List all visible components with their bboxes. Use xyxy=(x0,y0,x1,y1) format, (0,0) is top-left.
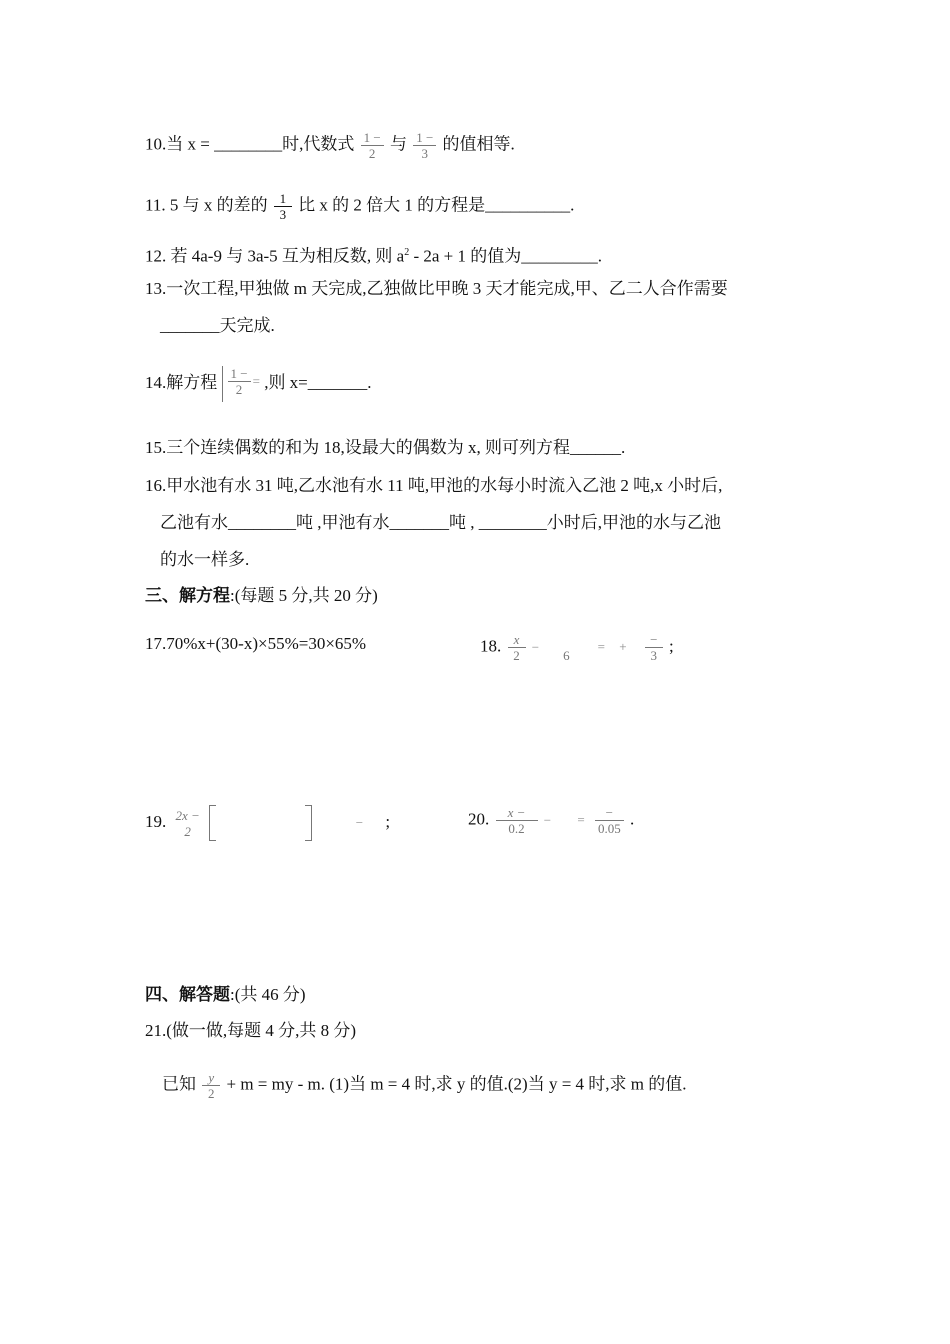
left-bracket xyxy=(209,805,216,841)
fraction: $\frac{x -}{0.2}$ xyxy=(496,805,538,836)
question-17: 17.70%x+(30-x)×55%=30×65% xyxy=(145,634,367,653)
right-bracket xyxy=(305,805,312,841)
fraction: $\frac{y}{2}$ xyxy=(202,1070,220,1101)
fraction: $\frac{-}{3}$ xyxy=(645,632,663,663)
question-18: 18. $\frac{x}{2}$ − 6 = + $\frac{-}{3}$ ; xyxy=(480,632,674,663)
question-16-line-2: 乙池有水________吨 ,甲池有水_______吨 , ________小时后,甲池的水与乙池 xyxy=(160,513,721,532)
question-11: 11. 5 与 x 的差的 $\frac{1}{3}$ 比 x 的 2 倍大 1 的方程是__________. xyxy=(145,191,575,222)
question-21-body: 已知 $\frac{y}{2}$ + m = my - m. (1)当 m = 4 时,求 y 的值.(2)当 y = 4 时,求 m 的值. xyxy=(162,1070,687,1101)
fraction: $\frac{1 -}{3}$ xyxy=(413,130,436,161)
fraction: $\frac{1 -}{2}$ xyxy=(228,366,251,397)
fraction: $\frac{1}{3}$ xyxy=(274,191,292,222)
absolute-value-bar: $\frac{1 -}{2}$ = xyxy=(222,366,260,402)
question-16-line-1: 16.甲水池有水 31 吨,乙水池有水 11 吨,甲池的水每小时流入乙池 2 吨,x 小时后, xyxy=(145,476,723,495)
question-15: 15.三个连续偶数的和为 18,设最大的偶数为 x, 则可列方程______. xyxy=(145,438,626,457)
question-13-line-2: _______天完成. xyxy=(160,316,275,335)
question-13-line-1: 13.一次工程,甲独做 m 天完成,乙独做比甲晚 3 天才能完成,甲、乙二人合作需要 xyxy=(145,279,728,298)
fraction: $\frac{-}{0.05}$ xyxy=(595,805,624,836)
question-10: 10.当 x = ________时,代数式 $\frac{1 -}{2}$ 与 $\frac{1 -}{3}$ 的值相等. xyxy=(145,130,515,161)
question-16-line-3: 的水一样多. xyxy=(160,550,250,569)
question-12: 12. 若 4a-9 与 3a-5 互为相反数, 则 $a^2 - 2a + 1$ 的值为_________. xyxy=(145,246,603,266)
question-21-heading: 21.(做一做,每题 4 分,共 8 分) xyxy=(145,1021,357,1040)
fraction: 6 xyxy=(563,648,570,663)
question-19: 19. 2x − 2 − ; xyxy=(145,805,390,841)
question-14: 14.解方程 $\frac{1 -}{2}$ = ,则 x=_______. xyxy=(145,366,372,402)
fraction: 2x − 2 xyxy=(175,807,200,839)
section-3-heading: 三、解方程:(每题 5 分,共 20 分) xyxy=(145,586,378,605)
question-20: 20. $\frac{x -}{0.2}$ − = $\frac{-}{0.05}$ . xyxy=(468,805,635,836)
fraction: $\frac{x}{2}$ xyxy=(508,632,526,663)
section-4-heading: 四、解答题:(共 46 分) xyxy=(145,985,306,1004)
fraction: $\frac{1 -}{2}$ xyxy=(361,130,384,161)
